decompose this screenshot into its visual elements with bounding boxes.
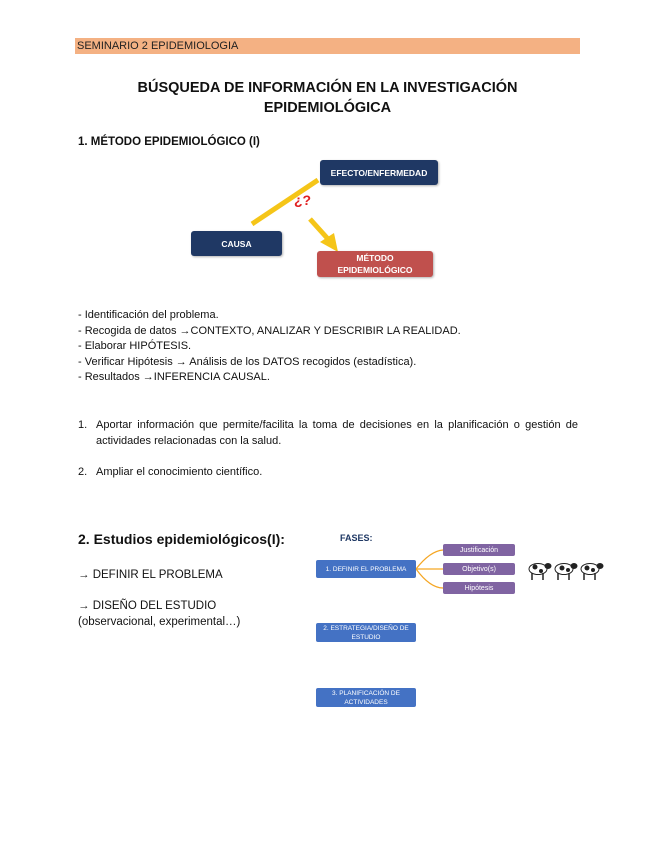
list-item: - Resultados →INFERENCIA CAUSAL. bbox=[78, 371, 270, 383]
method-label-2: EPIDEMIOLÓGICO bbox=[337, 265, 413, 275]
branch-label: Hipótesis bbox=[464, 584, 494, 592]
phase-2-label-1: 2. ESTRATEGIA/DISEÑO DE bbox=[323, 624, 409, 632]
list-item: - Recogida de datos →CONTEXTO, ANALIZAR Y DESCRIBIR LA REALIDAD. bbox=[78, 324, 461, 337]
item-text: Ampliar el conocimiento científico. bbox=[96, 466, 263, 478]
phase-3-label-2: ACTIVIDADES bbox=[344, 698, 388, 706]
branch-hipotesis bbox=[443, 582, 515, 594]
list-item: - Identificación del problema. bbox=[78, 309, 219, 321]
cows-icon bbox=[527, 558, 607, 582]
section1-heading: 1. MÉTODO EPIDEMIOLÓGICO (I) bbox=[78, 136, 260, 148]
item-number: 1. bbox=[78, 419, 88, 431]
connector-hipotesis bbox=[416, 569, 443, 588]
section2-heading: 2. Estudios epidemiológicos(I): bbox=[78, 531, 285, 547]
branch-justificacion bbox=[443, 544, 515, 556]
list-item: - Elaborar HIPÓTESIS. bbox=[78, 340, 192, 352]
branch-label: Justificación bbox=[459, 546, 499, 554]
effect-label: EFECTO/ENFERMEDAD bbox=[330, 167, 428, 178]
list-item: - Verificar Hipótesis → Análisis de los DATOS recogidos (estadística). bbox=[78, 355, 417, 368]
define-problem-point: → DEFINIR EL PROBLEMA bbox=[78, 569, 223, 581]
connector-justificacion bbox=[416, 550, 443, 569]
phase-1-box bbox=[316, 560, 416, 578]
branch-objetivos bbox=[443, 563, 515, 575]
study-design-line-2: (observacional, experimental…) bbox=[78, 616, 241, 628]
cow-icon bbox=[581, 563, 604, 580]
header-label: SEMINARIO 2 EPIDEMIOLOGIA bbox=[77, 40, 239, 52]
phase-3-label-1: 3. PLANIFICACIÓN DE bbox=[332, 689, 400, 697]
item-text: Aportar información que permite/facilita la toma de decisiones en la planificación o gestión de actividades relacionadas con la salud. bbox=[96, 419, 578, 447]
phase-1-label: 1. DEFINIR EL PROBLEMA bbox=[325, 565, 407, 573]
branch-label: Objetivo(s) bbox=[462, 565, 496, 573]
item-number: 2. bbox=[78, 466, 88, 478]
phase-3-box bbox=[316, 688, 416, 707]
cause-label: CAUSA bbox=[221, 238, 252, 249]
phase-2-box bbox=[316, 623, 416, 642]
title-line-1: BÚSQUEDA DE INFORMACIÓN EN LA INVESTIGACIÓN bbox=[137, 80, 518, 96]
cow-icon bbox=[555, 563, 578, 580]
title-line-2: EPIDEMIOLÓGICA bbox=[263, 100, 392, 116]
phase-2-label-2: ESTUDIO bbox=[351, 633, 381, 641]
question-mark: ¿? bbox=[294, 192, 312, 208]
fases-label: FASES: bbox=[340, 533, 373, 543]
method-label-1: MÉTODO bbox=[356, 253, 394, 263]
study-design-line-1: → DISEÑO DEL ESTUDIO bbox=[78, 600, 217, 612]
cow-icon bbox=[529, 563, 552, 580]
